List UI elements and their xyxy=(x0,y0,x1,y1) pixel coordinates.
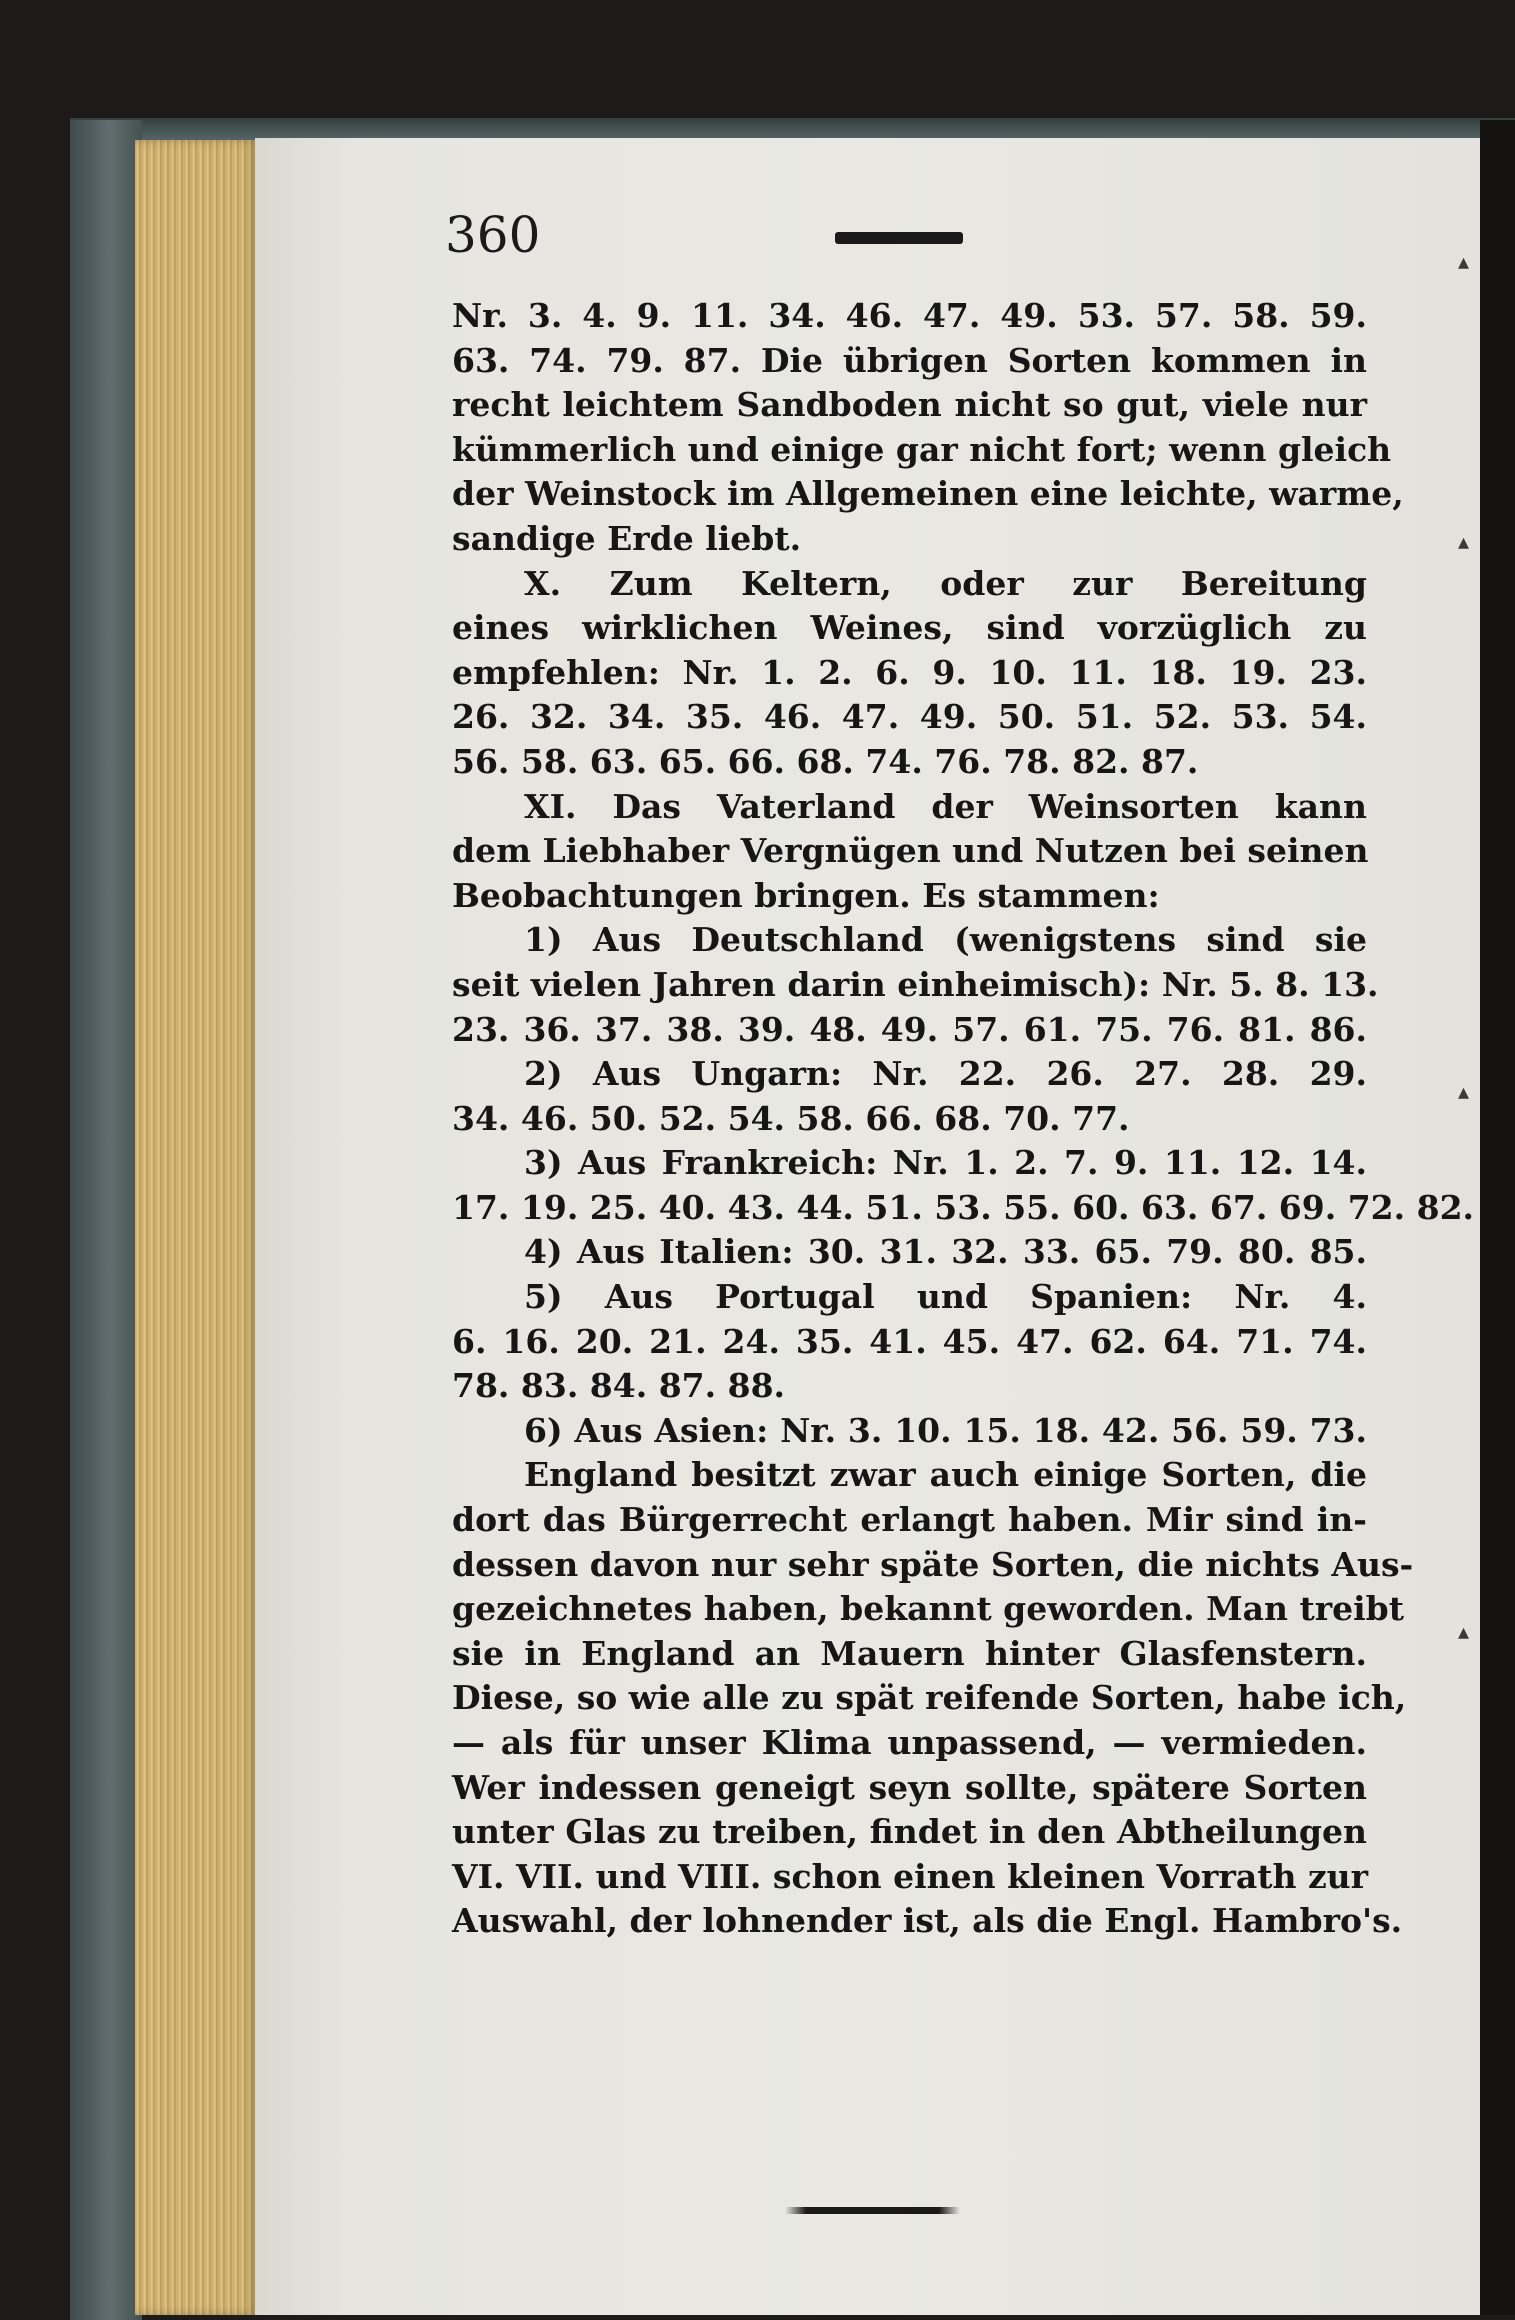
margin-tick-mark: ▴ xyxy=(1458,1080,1470,1105)
list-item-line: 4) Aus Italien: 30. 31. 32. 33. 65. 79. 80. 85. xyxy=(524,1232,1367,1272)
text-line: Beobachtungen bringen. Es stammen: xyxy=(452,875,1160,915)
page-number: 360 xyxy=(445,206,541,264)
text-line: VI. VII. und VIII. schon einen kleinen Vorrath zur xyxy=(452,1856,1369,1896)
list-item-line: 6) Aus Asien: Nr. 3. 10. 15. 18. 42. 56. 59. 73. xyxy=(524,1410,1367,1450)
text-line: sandige Erde liebt. xyxy=(452,518,802,558)
text-line: dem Liebhaber Vergnügen und Nutzen bei seinen xyxy=(452,831,1369,871)
text-line: gezeichnetes haben, bekannt geworden. Man treibt xyxy=(452,1589,1404,1629)
margin-tick-mark: ▴ xyxy=(1458,1620,1470,1645)
margin-tick-mark: ▴ xyxy=(1458,530,1470,555)
section-heading-line: X. Zum Keltern, oder zur Bereitung xyxy=(524,563,1367,603)
text-line: 23. 36. 37. 38. 39. 48. 49. 57. 61. 75. 76. 81. 86. xyxy=(452,1009,1367,1049)
text-line: 78. 83. 84. 87. 88. xyxy=(452,1366,786,1406)
text-line: empfehlen: Nr. 1. 2. 6. 9. 10. 11. 18. 19. 23. xyxy=(452,652,1367,692)
text-line: Auswahl, der lohnender ist, als die Engl. Hambro's. xyxy=(452,1901,1403,1941)
section-heading-line: XI. Das Vaterland der Weinsorten kann xyxy=(524,786,1367,826)
text-line: Wer indessen geneigt seyn sollte, spätere Sorten xyxy=(452,1767,1367,1807)
text-line: seit vielen Jahren darin einheimisch): Nr. 5. 8. 13. xyxy=(452,964,1379,1004)
background-right xyxy=(1480,120,1515,2315)
margin-tick-mark: ▴ xyxy=(1458,250,1470,275)
list-item-line: 1) Aus Deutschland (wenigstens sind sie xyxy=(524,920,1367,960)
text-line: kümmerlich und einige gar nicht fort; wenn gleich xyxy=(452,429,1392,469)
list-item-line: 3) Aus Frankreich: Nr. 1. 2. 7. 9. 11. 12. 14. xyxy=(524,1143,1367,1183)
text-line: unter Glas zu treiben, findet in den Abtheilungen xyxy=(452,1812,1367,1852)
text-line: 26. 32. 34. 35. 46. 47. 49. 50. 51. 52. 53. 54. xyxy=(452,697,1367,737)
text-line: recht leichtem Sandboden nicht so gut, viele nur xyxy=(452,385,1367,425)
text-line: 34. 46. 50. 52. 54. 58. 66. 68. 70. 77. xyxy=(452,1098,1130,1138)
text-line: 56. 58. 63. 65. 66. 68. 74. 76. 78. 82. 87. xyxy=(452,741,1199,781)
page-edges xyxy=(135,140,260,2315)
list-item-line: 2) Aus Ungarn: Nr. 22. 26. 27. 28. 29. xyxy=(524,1054,1367,1094)
book-cover-spine xyxy=(70,120,142,2320)
paragraph-start-line: England besitzt zwar auch einige Sorten, die xyxy=(524,1455,1367,1495)
text-line: dessen davon nur sehr späte Sorten, die nichts Aus- xyxy=(452,1544,1414,1584)
list-item-line: 5) Aus Portugal und Spanien: Nr. 4. xyxy=(524,1277,1367,1317)
header-ornament-rule xyxy=(835,232,963,244)
text-line: dort das Bürgerrecht erlangt haben. Mir sind in- xyxy=(452,1500,1367,1540)
end-ornament-rule xyxy=(785,2207,960,2214)
text-line: — als für unser Klima unpassend, — vermieden. xyxy=(452,1723,1367,1762)
text-line: 6. 16. 20. 21. 24. 35. 41. 45. 47. 62. 64. 71. 74. xyxy=(452,1321,1367,1361)
text-line: Diese, so wie alle zu spät reifende Sorten, habe ich, xyxy=(452,1678,1407,1718)
text-line: Nr. 3. 4. 9. 11. 34. 46. 47. 49. 53. 57. 58. 59. xyxy=(452,296,1367,335)
body-text xyxy=(452,294,1475,1944)
text-line: eines wirklichen Weines, sind vorzüglich zu xyxy=(452,608,1367,648)
text-line: sie in England an Mauern hinter Glasfenstern. xyxy=(452,1633,1367,1673)
text-line: der Weinstock im Allgemeinen eine leichte, warme, xyxy=(452,474,1404,514)
text-line: 17. 19. 25. 40. 43. 44. 51. 53. 55. 60. 63. 67. 69. 72. 82. xyxy=(452,1187,1475,1227)
page-header xyxy=(445,206,1445,266)
text-line: 63. 74. 79. 87. Die übrigen Sorten kommen in xyxy=(452,340,1367,380)
